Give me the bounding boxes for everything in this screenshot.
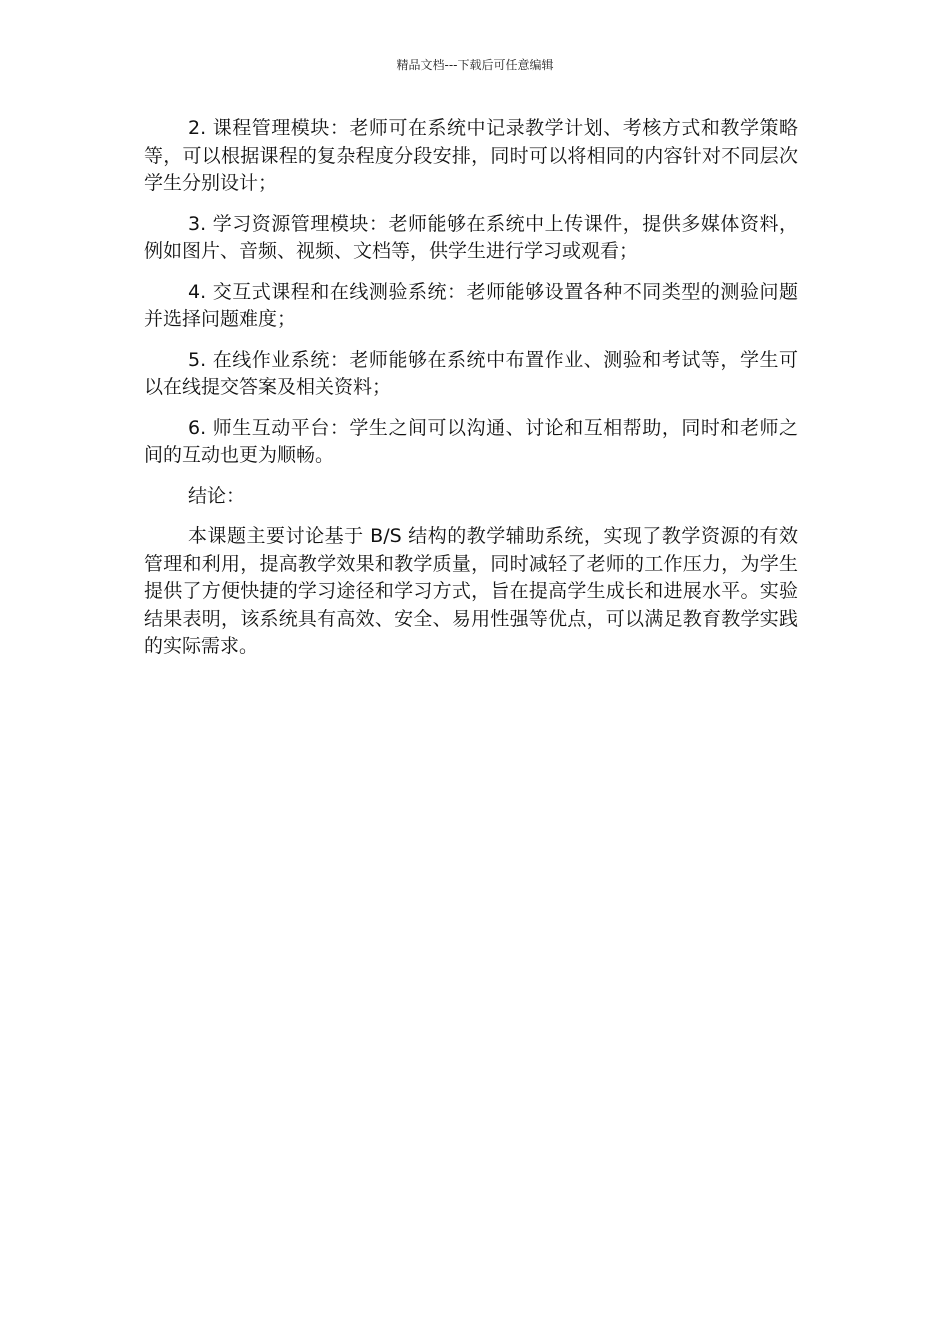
paragraph-online-homework: 5. 在线作业系统：老师能够在系统中布置作业、测验和考试等，学生可以在线提交答案及相关资料；	[144, 348, 798, 398]
paragraph-interactive-quiz: 4. 交互式课程和在线测验系统：老师能够设置各种不同类型的测验问题并选择问题难度；	[144, 280, 798, 330]
document-body	[144, 115, 798, 674]
paragraph-conclusion: 本课题主要讨论基于 B/S 结构的教学辅助系统，实现了教学资源的有效管理和利用，提高教学效果和教学质量，同时减轻了老师的工作压力，为学生提供了方便快捷的学习途径和学习方式，旨在提高学生成长和进展水平。实验结果表明，该系统具有高效、安全、易用性强等优点，可以满足教育教学实践的实际需求。	[144, 525, 798, 657]
paragraph-resource-management: 3. 学习资源管理模块：老师能够在系统中上传课件，提供多媒体资料，例如图片、音频、视频、文档等，供学生进行学习或观看；	[144, 212, 798, 262]
page-header: 精品文档---下载后可任意编辑	[396, 58, 554, 72]
conclusion-heading: 结论：	[188, 484, 246, 507]
paragraph-course-management: 2. 课程管理模块：老师可在系统中记录教学计划、考核方式和教学策略等，可以根据课程的复杂程度分段安排，同时可以将相同的内容针对不同层次学生分别设计；	[144, 117, 798, 194]
paragraph-interaction-platform: 6. 师生互动平台：学生之间可以沟通、讨论和互相帮助，同时和老师之间的互动也更为顺畅。	[144, 416, 798, 466]
